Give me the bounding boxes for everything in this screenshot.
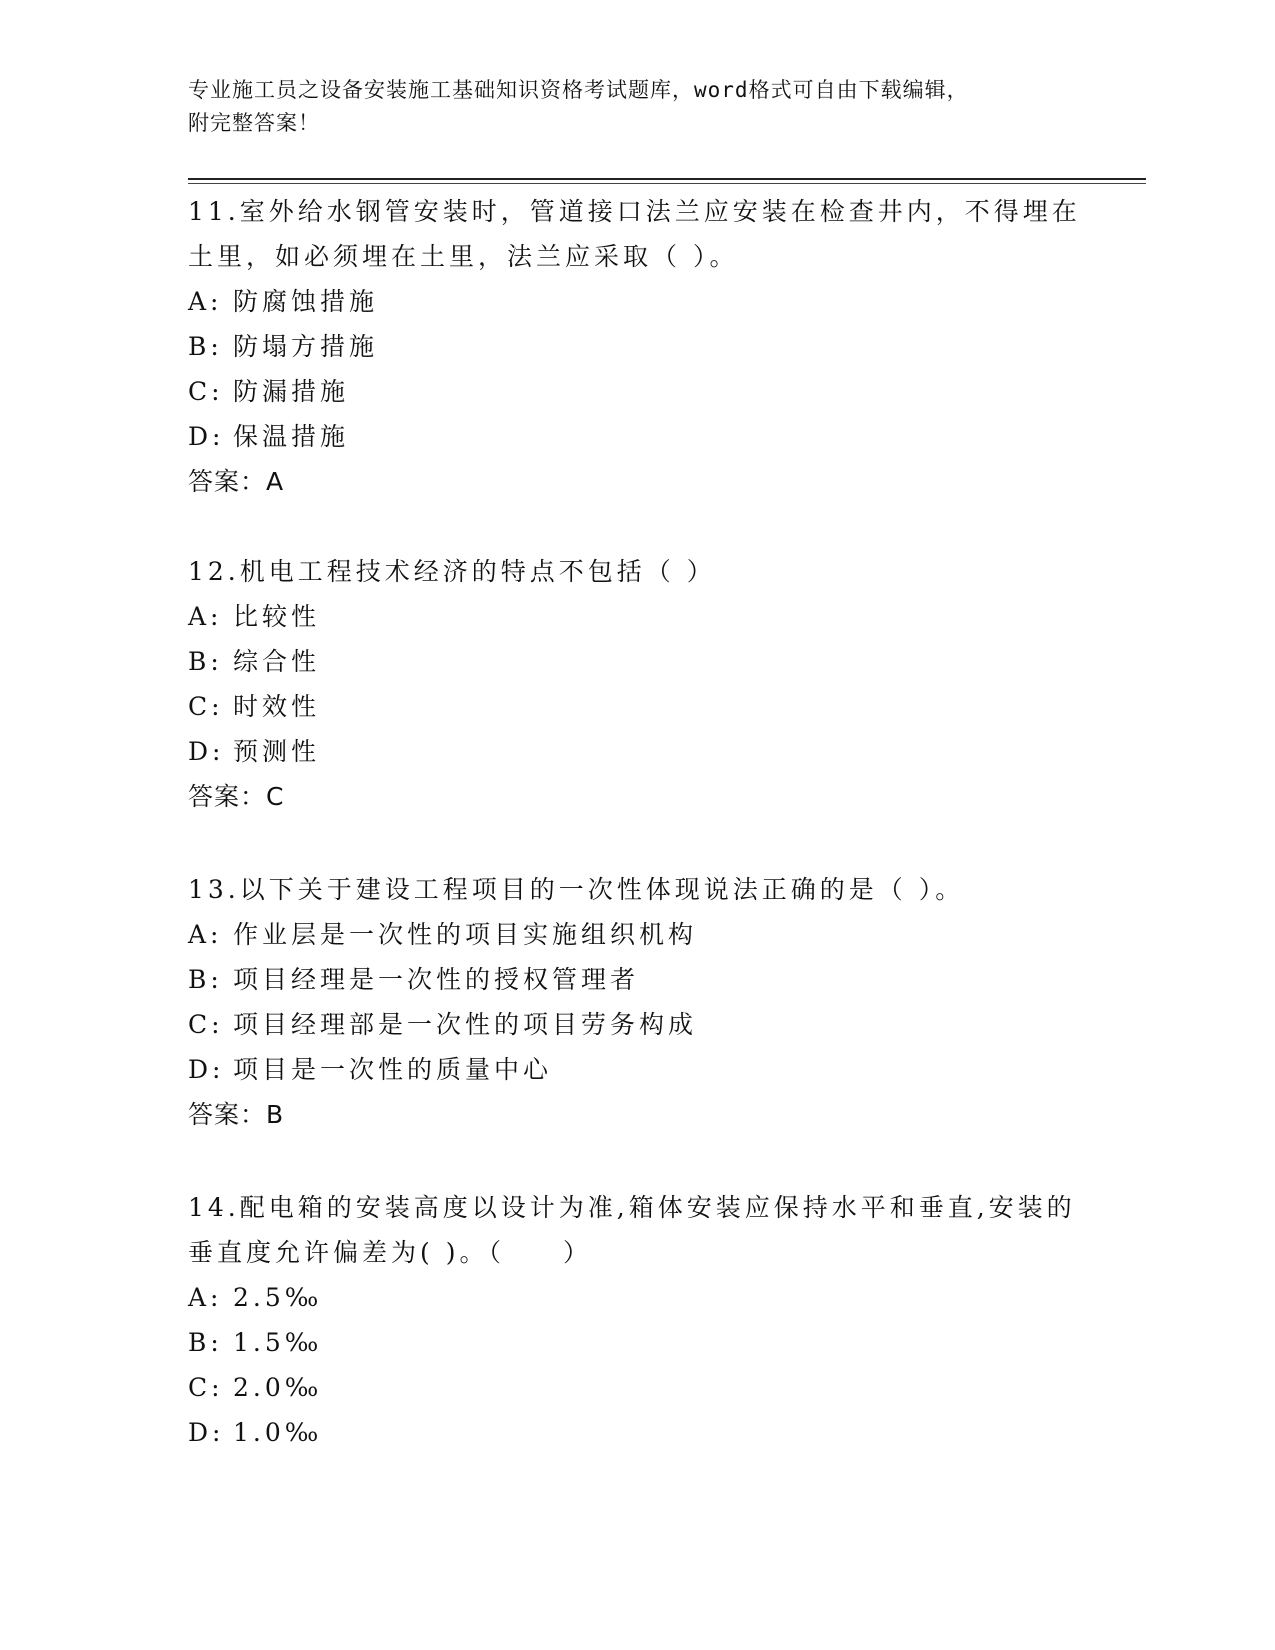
option-a: [188, 279, 1088, 324]
option-a: [188, 594, 1088, 639]
option-c: [188, 1365, 1088, 1410]
option-letter: A:: [188, 1283, 223, 1312]
option-text: 1.0‰: [233, 1418, 323, 1447]
question-stem-line: 13.以下关于建设工程项目的一次性体现说法正确的是（ ）。: [188, 875, 965, 904]
option-letter: A:: [188, 602, 223, 631]
option-text: 防腐蚀措施: [233, 287, 379, 316]
option-text: 综合性: [233, 647, 321, 676]
option-letter: A:: [188, 287, 223, 316]
option-text: 预测性: [233, 737, 321, 766]
option-c: [188, 684, 1088, 729]
question-stem-line: 土里，如必须埋在土里，法兰应采取（ ）。: [188, 242, 739, 271]
option-text: 项目经理部是一次性的项目劳务构成: [233, 1010, 698, 1039]
document-header: [188, 74, 1088, 140]
option-text: 项目经理是一次性的授权管理者: [233, 965, 640, 994]
header-divider-thick: [188, 178, 1146, 180]
option-text: 防塌方措施: [233, 332, 379, 361]
option-b: [188, 1320, 1088, 1365]
option-letter: D:: [188, 1418, 225, 1447]
option-letter: C:: [188, 377, 224, 406]
question-14: [188, 1185, 1088, 1455]
option-text: 项目是一次性的质量中心: [233, 1055, 553, 1084]
option-text: 作业层是一次性的项目实施组织机构: [233, 920, 698, 949]
option-a: [188, 912, 1088, 957]
option-text: 防漏措施: [233, 377, 350, 406]
option-letter: B:: [188, 965, 223, 994]
option-text: 1.5‰: [233, 1328, 323, 1357]
option-d: [188, 1047, 1088, 1092]
answer-line: 答案：A: [188, 467, 285, 496]
option-b: [188, 324, 1088, 369]
question-stem-line: 14.配电箱的安装高度以设计为准,箱体安装应保持水平和垂直,安装的: [188, 1193, 1076, 1222]
option-letter: C:: [188, 692, 224, 721]
option-c: [188, 369, 1088, 414]
option-d: [188, 1410, 1088, 1455]
answer-line: 答案：C: [188, 782, 285, 811]
question-11: [188, 189, 1088, 504]
question-stem-line: 11.室外给水钢管安装时，管道接口法兰应安装在检查井内，不得埋在: [188, 197, 1081, 226]
option-letter: D:: [188, 422, 225, 451]
answer-line: 答案：B: [188, 1100, 285, 1129]
option-letter: C:: [188, 1010, 224, 1039]
option-a: [188, 1275, 1088, 1320]
option-letter: B:: [188, 647, 223, 676]
question-stem-line: 垂直度允许偏差为( )。（ ）: [188, 1238, 592, 1267]
option-b: [188, 639, 1088, 684]
option-text: 2.0‰: [233, 1373, 323, 1402]
question-stem-line: 12.机电工程技术经济的特点不包括（ ）: [188, 557, 716, 586]
header-divider-thin: [188, 183, 1146, 184]
option-letter: C:: [188, 1373, 224, 1402]
question-12: [188, 549, 1088, 819]
option-text: 时效性: [233, 692, 321, 721]
header-line-2: 附完整答案！: [188, 111, 320, 135]
option-d: [188, 414, 1088, 459]
option-letter: D:: [188, 1055, 225, 1084]
option-text: 保温措施: [233, 422, 350, 451]
option-letter: B:: [188, 332, 223, 361]
option-letter: A:: [188, 920, 223, 949]
option-b: [188, 957, 1088, 1002]
option-letter: B:: [188, 1328, 223, 1357]
option-letter: D:: [188, 737, 225, 766]
option-d: [188, 729, 1088, 774]
header-line-1: 专业施工员之设备安装施工基础知识资格考试题库，word格式可自由下载编辑，: [188, 78, 969, 102]
option-text: 2.5‰: [233, 1283, 323, 1312]
option-c: [188, 1002, 1088, 1047]
question-13: [188, 867, 1088, 1137]
option-text: 比较性: [233, 602, 321, 631]
